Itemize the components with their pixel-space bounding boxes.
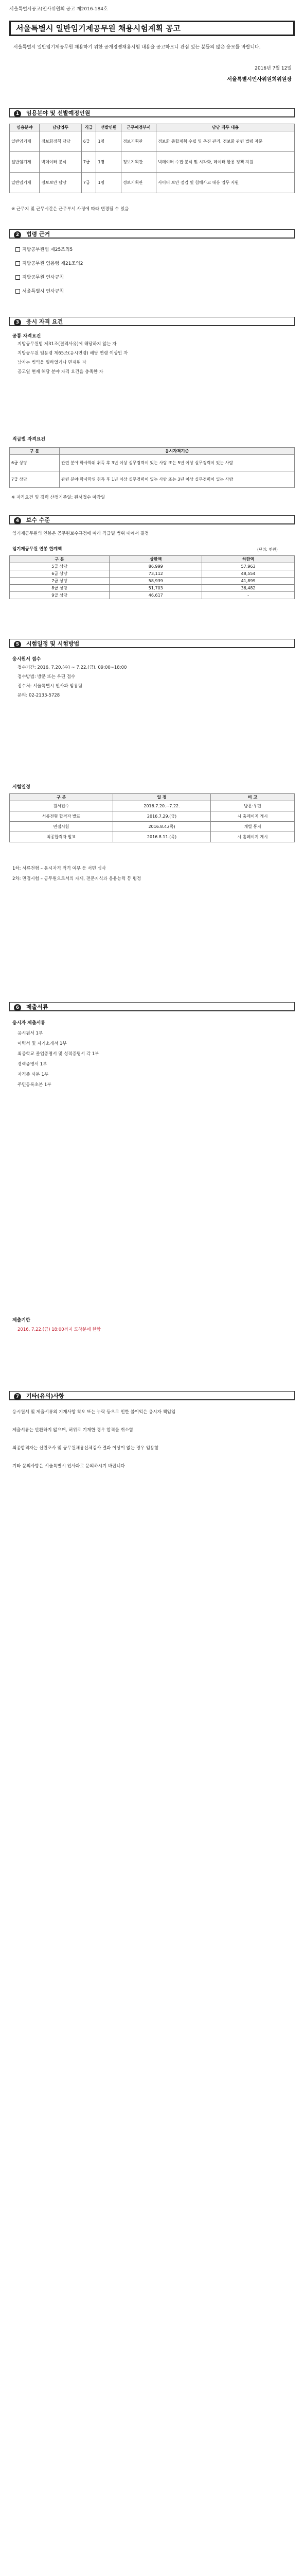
document-item: 자격증 사본 1부 <box>17 1072 49 1077</box>
schedule-line: 문의: 02-2133-5728 <box>17 693 60 698</box>
col-header: 일 정 <box>113 794 210 801</box>
cell: 일반임기제 <box>10 131 40 152</box>
schedule-table <box>9 793 295 842</box>
cell: 51,703 <box>110 585 202 592</box>
eligibility-line: 남자는 병역을 필하였거나 면제된 자 <box>17 360 86 365</box>
law-item <box>15 246 73 253</box>
notice-item: 최종합격자는 신원조사 및 공무원채용신체검사 결과 이상이 없는 경우 임용함 <box>12 1446 159 1451</box>
eligibility-grade-heading: 직급별 자격요건 <box>12 437 45 442</box>
table-row <box>10 832 295 842</box>
section-number: 6 <box>14 1004 21 1011</box>
cell: 사이버 보안 점검 및 침해사고 대응 업무 지원 <box>156 173 295 193</box>
notice-date: 2016년 7월 12일 <box>255 66 292 71</box>
table-note: ※ 근무지 및 근무시간은 근무부서 사정에 따라 변경될 수 있음 <box>11 207 129 212</box>
cell: 1명 <box>96 152 121 173</box>
recruit-table <box>9 124 295 193</box>
cell: 정보기획관 <box>121 152 156 173</box>
exam-method: 1차: 서류전형 – 응시자격 적격 여부 등 서면 심사 <box>12 866 106 871</box>
notice-item: 기타 문의사항은 서울특별시 인사과로 문의하시기 바랍니다 <box>12 1464 125 1469</box>
section-number: 3 <box>14 319 21 326</box>
documents-heading: 응시자 제출서류 <box>12 1021 45 1026</box>
col-header: 담당 직무 내용 <box>156 124 295 131</box>
law-item <box>15 288 64 295</box>
col-header: 담당업무 <box>40 124 81 131</box>
cell: 7급 상당 <box>10 471 60 488</box>
pay-note: 임기제공무원의 연봉은 공무원보수규정에 따라 직급별 범위 내에서 결정 <box>12 531 149 536</box>
cell: 정보화정책 담당 <box>40 131 81 152</box>
cell: - <box>202 592 295 599</box>
cell: 9급 상당 <box>10 592 110 599</box>
col-header: 직급 <box>81 124 96 131</box>
cell: 2016.7.29.(금) <box>113 811 210 822</box>
col-header: 하한액 <box>202 556 295 563</box>
cell: 41,899 <box>202 578 295 585</box>
eligibility-line: 지방공무원법 제31조(결격사유)에 해당하지 않는 자 <box>17 342 117 347</box>
col-header: 비 고 <box>211 794 295 801</box>
cell: 46,617 <box>110 592 202 599</box>
section-number: 7 <box>14 1393 21 1400</box>
section-5-header <box>9 639 295 648</box>
cell: 원서접수 <box>10 801 113 811</box>
table-row <box>10 455 295 471</box>
table-row <box>10 563 295 570</box>
eligibility-line: 공고일 현재 해당 분야 자격 요건을 충족한 자 <box>17 369 103 375</box>
cell: 7급 <box>81 173 96 193</box>
table-row <box>10 801 295 811</box>
section-7-header <box>9 1391 295 1400</box>
document-item: 이력서 및 자기소개서 1부 <box>17 1041 67 1046</box>
cell: 7급 <box>81 152 96 173</box>
document-item: 응시원서 1부 <box>17 1031 43 1036</box>
section-title: 시험일정 및 시험방법 <box>26 640 80 647</box>
section-number: 4 <box>14 517 21 524</box>
col-header: 구 분 <box>10 556 110 563</box>
cell: 정보기획관 <box>121 131 156 152</box>
section-4-header <box>9 515 295 524</box>
application-heading: 응시원서 접수 <box>12 657 41 662</box>
pay-table-title: 임기제공무원 연봉 한계액 <box>12 547 62 552</box>
cell: 6급 <box>81 131 96 152</box>
checkbox-icon <box>15 289 20 294</box>
section-2-header <box>9 229 295 239</box>
law-text: 지방공무원법 제25조의5 <box>22 247 73 252</box>
page-title: 서울특별시 일반임기제공무원 채용시험계획 공고 <box>9 21 295 36</box>
document-item: 최종학교 졸업증명서 및 성적증명서 각 1부 <box>17 1052 99 1057</box>
section-3-header <box>9 317 295 326</box>
col-header: 응시자격기준 <box>60 448 295 455</box>
law-text: 서울특별시 인사규칙 <box>22 289 64 294</box>
law-item <box>15 274 64 281</box>
cell: 2016.8.11.(목) <box>113 832 210 842</box>
deadline-heading: 제출기한 <box>12 1318 30 1323</box>
cell: 정보화 종합계획 수립 및 추진 관리, 정보화 관련 법령 자문 <box>156 131 295 152</box>
col-header: 임용분야 <box>10 124 40 131</box>
cell: 개별 통지 <box>211 822 295 832</box>
cell: 48,554 <box>202 570 295 578</box>
section-title: 기타(유의)사항 <box>26 1393 64 1399</box>
cell: 7급 상당 <box>10 578 110 585</box>
exam-method: 2차: 면접시험 – 공무원으로서의 자세, 전문지식과 응용능력 등 평정 <box>12 876 141 882</box>
table-row <box>10 570 295 578</box>
table-row <box>10 173 295 193</box>
cell: 6급 상당 <box>10 455 60 471</box>
notice-number: 서울특별시공고(인사위원회 공고 제2016-184호 <box>9 7 108 12</box>
pay-unit: (단위: 천원) <box>257 547 278 552</box>
cell: 58,939 <box>110 578 202 585</box>
pay-table <box>9 555 295 599</box>
cell: 서류전형 합격자 발표 <box>10 811 113 822</box>
eligibility-common-heading: 공통 자격요건 <box>12 334 41 339</box>
issuing-agency: 서울특별시인사위원회위원장 <box>227 77 292 82</box>
col-header: 구 분 <box>10 448 60 455</box>
section-number: 5 <box>14 641 21 648</box>
section-title: 보수 수준 <box>26 517 50 523</box>
cell: 관련 분야 학사학위 취득 후 3년 이상 실무경력이 있는 사람 또는 5년 이상 실무경력이 있는 사람 <box>60 455 295 471</box>
cell: 86,999 <box>110 563 202 570</box>
section-title: 응시 자격 요건 <box>26 318 63 325</box>
cell: 시 홈페이지 게시 <box>211 811 295 822</box>
cell: 빅데이터 분석 <box>40 152 81 173</box>
table-row <box>10 822 295 832</box>
schedule-line: 접수기간: 2016. 7.20.(수) ~ 7.22.(금), 09:00~18:00 <box>17 665 127 670</box>
cell: 면접시험 <box>10 822 113 832</box>
law-item <box>15 260 83 267</box>
table-row <box>10 131 295 152</box>
document-item: 주민등록초본 1부 <box>17 1082 51 1088</box>
cell: 최종합격자 발표 <box>10 832 113 842</box>
section-title: 임용분야 및 선발예정인원 <box>26 110 91 116</box>
cell: 관련 분야 학사학위 취득 후 1년 이상 실무경력이 있는 사람 또는 3년 이상 실무경력이 있는 사람 <box>60 471 295 488</box>
col-header: 근무예정부서 <box>121 124 156 131</box>
section-number: 1 <box>14 110 21 117</box>
col-header: 구 분 <box>10 794 113 801</box>
notice-item: 제출서류는 반환하지 않으며, 허위로 기재한 경우 합격을 취소함 <box>12 1428 134 1433</box>
table-row <box>10 578 295 585</box>
checkbox-icon <box>15 261 20 266</box>
col-header: 선발인원 <box>96 124 121 131</box>
eligibility-line: 지방공무원 임용령 제65조(응시연령) 해당 연령 이상인 자 <box>17 351 128 356</box>
law-text: 지방공무원 임용령 제21조의2 <box>22 261 83 266</box>
cell: 1명 <box>96 173 121 193</box>
table-row <box>10 585 295 592</box>
table-row <box>10 152 295 173</box>
col-header: 상한액 <box>110 556 202 563</box>
cell: 5급 상당 <box>10 563 110 570</box>
section-number: 2 <box>14 231 21 239</box>
cell: 36,482 <box>202 585 295 592</box>
document-item: 경력증명서 1부 <box>17 1062 47 1067</box>
table-row <box>10 592 295 599</box>
eligibility-table <box>9 447 295 488</box>
section-title: 법령 근거 <box>26 231 50 238</box>
section-6-header <box>9 1002 295 1011</box>
cell: 73,112 <box>110 570 202 578</box>
cell: 1명 <box>96 131 121 152</box>
cell: 2016.8.4.(목) <box>113 822 210 832</box>
deadline-text: 2016. 7.22.(금) 18:00까지 도착분에 한함 <box>17 1327 101 1332</box>
eligibility-note: ※ 자격요건 및 경력 산정기준일: 원서접수 마감일 <box>11 495 105 500</box>
checkbox-icon <box>15 275 20 280</box>
cell: 정보기획관 <box>121 173 156 193</box>
cell: 8급 상당 <box>10 585 110 592</box>
law-text: 지방공무원 인사규칙 <box>22 275 64 280</box>
cell: 정보보안 담당 <box>40 173 81 193</box>
schedule-line: 접수방법: 방문 또는 우편 접수 <box>17 674 76 680</box>
notice-item: 응시원서 및 제출서류의 기재사항 착오 또는 누락 등으로 인한 불이익은 응시자 책임임 <box>12 1410 176 1415</box>
cell: 6급 상당 <box>10 570 110 578</box>
schedule-heading: 시험일정 <box>12 785 30 790</box>
intro-text: 서울특별시 일반임기제공무원 채용하기 위한 공개경쟁채용시험 내용을 공고하오니 관심 있는 분들의 많은 응모를 바랍니다. <box>13 45 261 50</box>
cell: 57,963 <box>202 563 295 570</box>
cell: 일반임기제 <box>10 152 40 173</box>
section-title: 제출서류 <box>26 1004 48 1010</box>
cell: 2016.7.20.~7.22. <box>113 801 210 811</box>
schedule-line: 접수처: 서울특별시 인사과 임용팀 <box>17 684 82 689</box>
table-row <box>10 471 295 488</box>
cell: 방문·우편 <box>211 801 295 811</box>
cell: 빅데이터 수집·분석 및 시각화, 데이터 활용 정책 지원 <box>156 152 295 173</box>
section-1-header <box>9 108 295 117</box>
cell: 일반임기제 <box>10 173 40 193</box>
table-row <box>10 811 295 822</box>
cell: 시 홈페이지 게시 <box>211 832 295 842</box>
checkbox-icon <box>15 247 20 252</box>
